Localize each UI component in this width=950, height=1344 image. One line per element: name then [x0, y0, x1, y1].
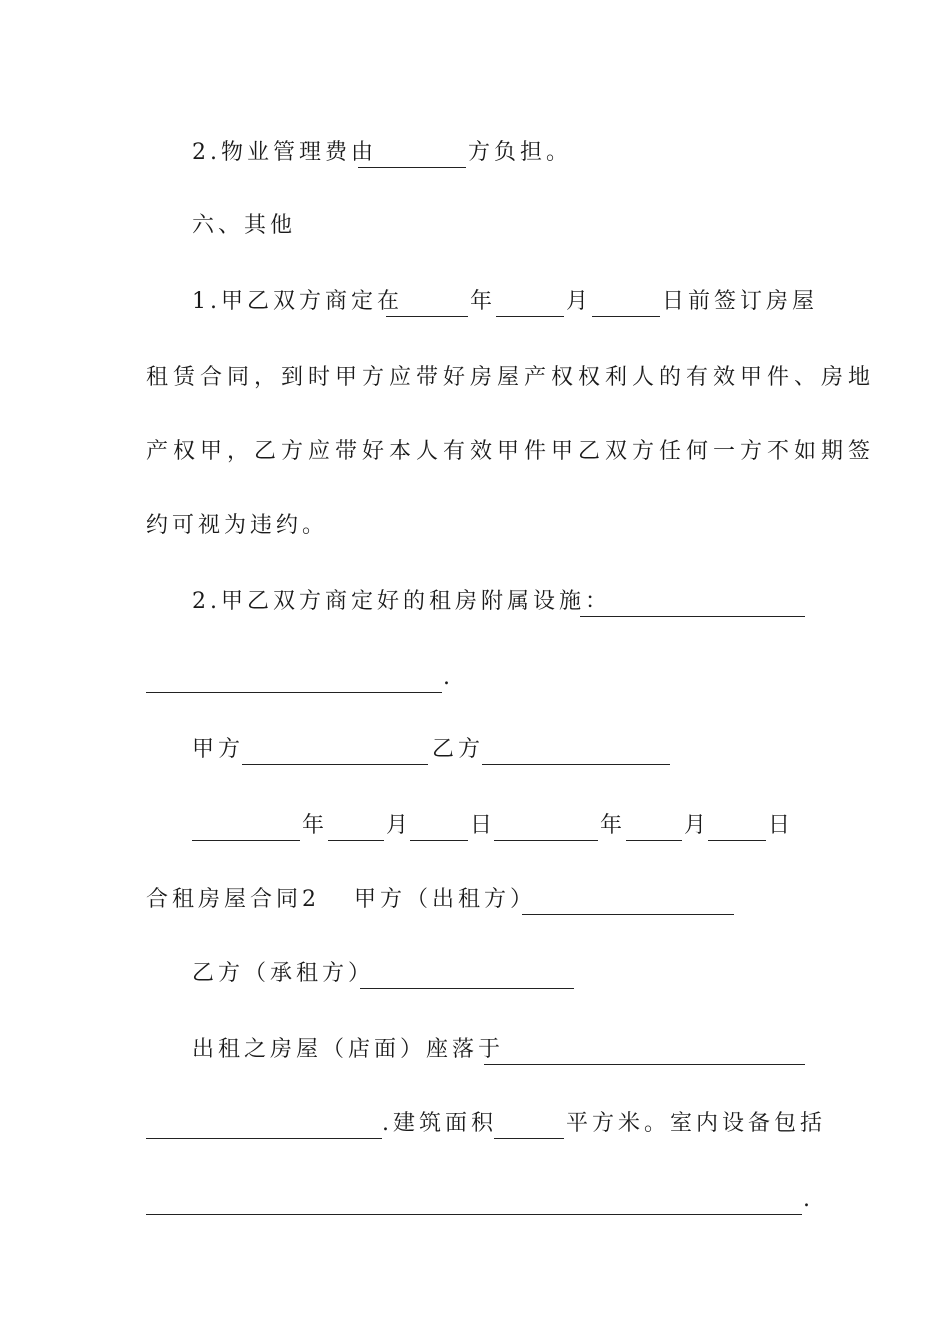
clause-facilities — [0, 582, 950, 622]
clause-property-fee — [0, 133, 950, 173]
text-segment: 月 — [566, 289, 593, 314]
month-blank[interactable] — [328, 814, 384, 841]
text-segment: 1.甲乙双方商定在 — [192, 289, 403, 314]
lessor-label: 甲方（出租方） — [354, 887, 537, 912]
day-blank[interactable] — [410, 814, 468, 841]
section-heading — [0, 206, 950, 246]
equipment-blank[interactable] — [146, 1188, 802, 1215]
text-segment: 年 — [600, 813, 627, 838]
property-location-line — [0, 1030, 950, 1070]
text-segment: 出租之房屋（店面）座落于 — [192, 1037, 505, 1062]
text-segment: . — [803, 1187, 814, 1212]
month-blank[interactable] — [496, 290, 564, 317]
text-segment: 日 — [768, 813, 795, 838]
clause-signing-date — [0, 282, 950, 322]
facilities-blank-continued[interactable] — [146, 666, 442, 693]
contract-title: 合租房屋合同2 — [146, 887, 320, 912]
text-segment: 租赁合同，到时甲方应带好房屋产权权利人的有效甲件、房地 — [146, 365, 876, 390]
paragraph-line — [0, 358, 950, 398]
text-segment: 产权甲，乙方应带好本人有效甲件甲乙双方任何一方不如期签 — [146, 439, 876, 464]
year-blank[interactable] — [386, 290, 468, 317]
signature-line — [0, 730, 950, 770]
area-blank[interactable] — [494, 1112, 564, 1139]
equipment-line — [0, 1180, 950, 1220]
text-segment: 月 — [684, 813, 711, 838]
day-blank[interactable] — [592, 290, 660, 317]
text-segment: 2.甲乙双方商定好的租房附属设施： — [192, 589, 611, 614]
lessee-blank[interactable] — [360, 962, 574, 989]
section-heading-text: 六、其他 — [192, 213, 297, 238]
area-line — [0, 1104, 950, 1144]
location-blank-continued[interactable] — [146, 1112, 382, 1139]
year-blank[interactable] — [192, 814, 300, 841]
contract-2-header — [0, 880, 950, 920]
lessee-label: 乙方（承租方） — [192, 961, 375, 986]
party-b-label: 乙方 — [432, 737, 485, 762]
text-segment: 年 — [470, 289, 497, 314]
text-segment: . — [443, 665, 454, 690]
text-segment: .建筑面积 — [382, 1111, 497, 1136]
text-segment: 平方米。室内设备包括 — [566, 1111, 827, 1136]
text-segment: 2.物业管理费由 — [192, 140, 377, 165]
fill-in-blank[interactable] — [358, 141, 466, 168]
year-blank[interactable] — [494, 814, 598, 841]
text-segment: 方负担。 — [468, 140, 573, 165]
paragraph-line — [0, 432, 950, 472]
location-blank[interactable] — [484, 1038, 805, 1065]
lessor-blank[interactable] — [522, 888, 734, 915]
party-a-label: 甲方 — [192, 737, 245, 762]
paragraph-line — [0, 506, 950, 546]
facilities-blank[interactable] — [580, 590, 805, 617]
text-segment: 约可视为违约。 — [146, 513, 329, 538]
text-segment: 日前签订房屋 — [662, 289, 819, 314]
day-blank[interactable] — [708, 814, 766, 841]
month-blank[interactable] — [626, 814, 682, 841]
facilities-continuation — [0, 658, 950, 698]
party-a-signature-blank[interactable] — [242, 738, 428, 765]
text-segment: 月 — [386, 813, 413, 838]
lessee-line — [0, 954, 950, 994]
signature-date-line — [0, 806, 950, 846]
party-b-signature-blank[interactable] — [482, 738, 670, 765]
text-segment: 年 — [302, 813, 329, 838]
text-segment: 日 — [470, 813, 497, 838]
